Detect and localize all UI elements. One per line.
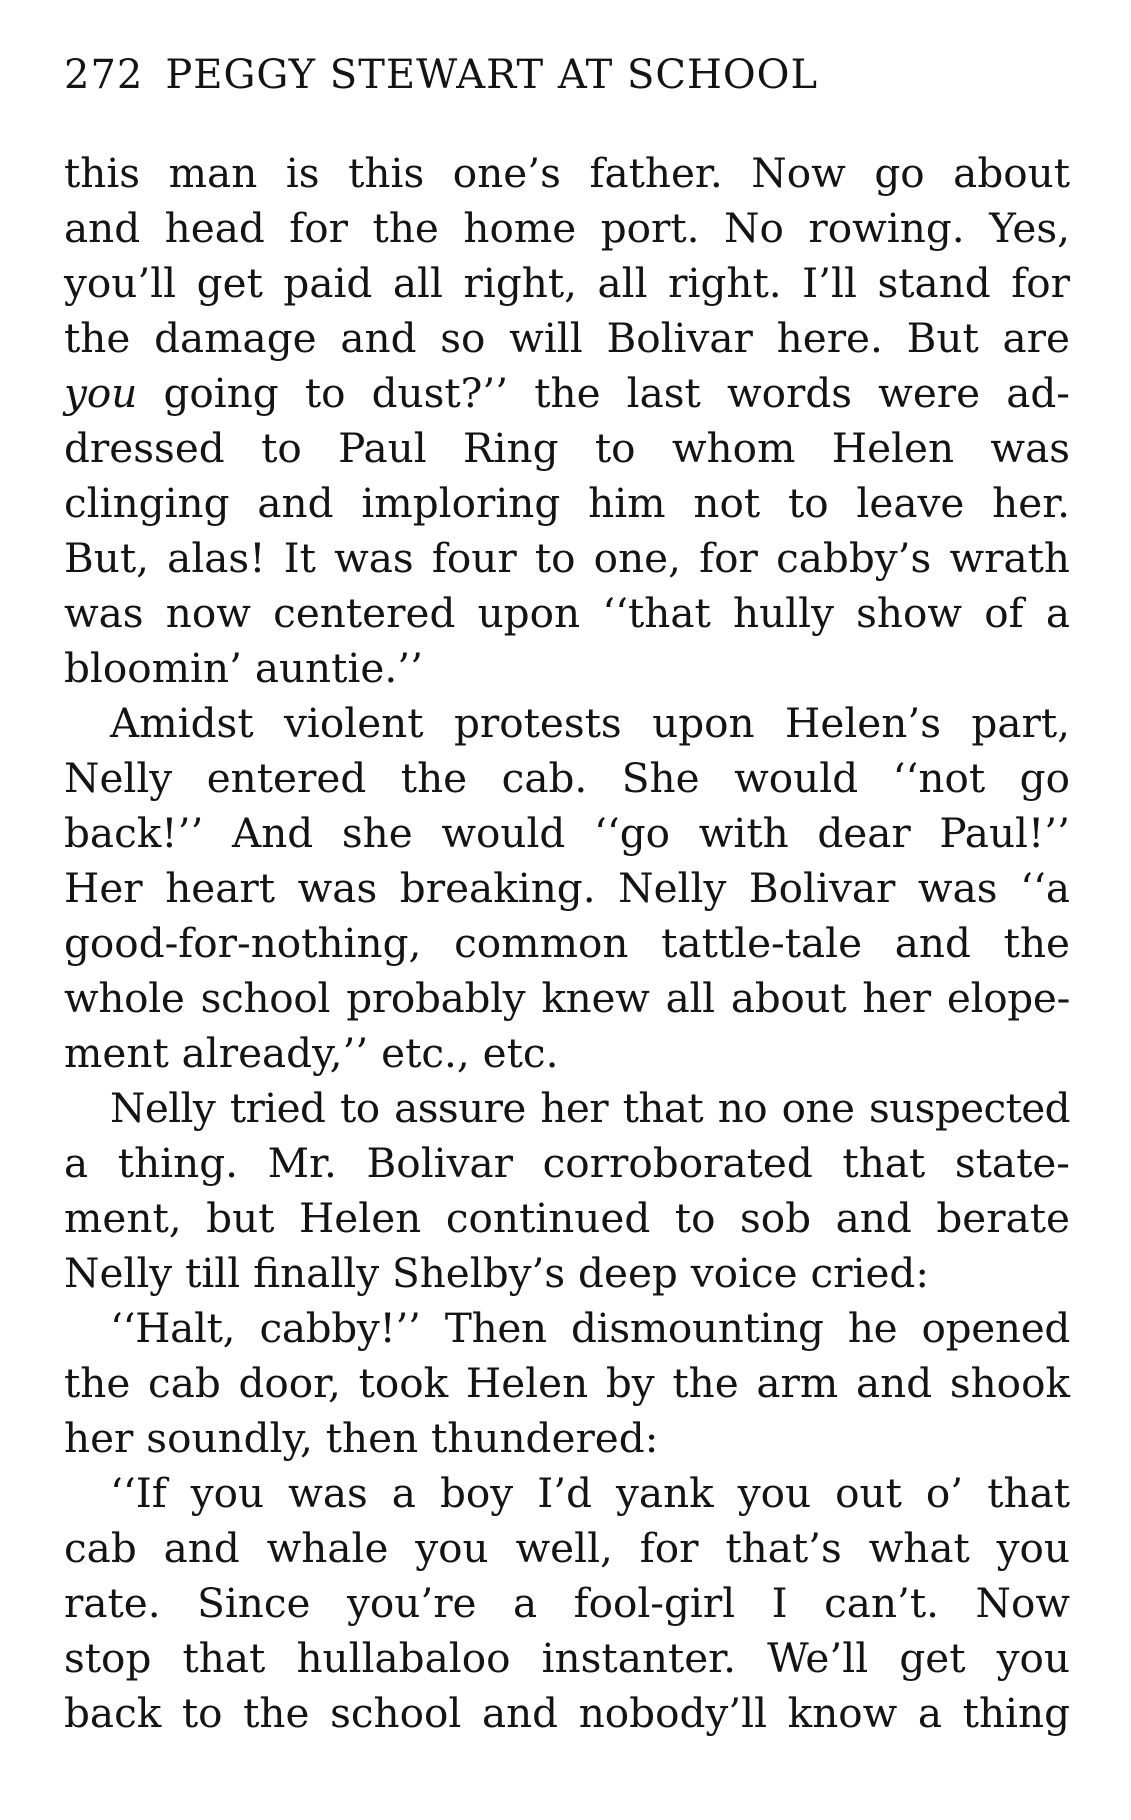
text-line [64,366,1070,421]
paragraph-start-line: ‘‘If you was a boy I’d yank you out o’ that [110,1469,1070,1517]
running-title: PEGGY STEWART AT SCHOOL [165,52,819,98]
text-line: dressed to Paul Ring to whom Helen was [64,424,1070,472]
body-text [64,146,1070,1741]
paragraph-start-line: Nelly tried to assure her that no one suspected [110,1084,1070,1132]
text-line: you’ll get paid all right, all right. I’ll stand for [64,259,1070,307]
page-number: 272 [64,52,144,98]
text-line: was now centered upon ‘‘that hully show of a [64,589,1070,637]
text-line: the cab door, took Helen by the arm and shook [64,1359,1070,1407]
text-line: ment, but Helen continued to sob and berate [64,1194,1070,1242]
running-head [64,52,818,98]
text-line: cab and whale you well, for that’s what you [64,1524,1070,1572]
text-line: clinging and imploring him not to leave her. [64,479,1070,527]
text-line: Nelly entered the cab. She would ‘‘not go [64,754,1070,802]
text-line: the damage and so will Bolivar here. But are [64,314,1070,362]
paragraph-end-line: her soundly, then thundered: [64,1414,659,1462]
text-line: Her heart was breaking. Nelly Bolivar was ‘‘a [64,864,1070,912]
paragraph-start-line: ‘‘Halt, cabby!’’ Then dismounting he opened [110,1304,1070,1352]
emphasized-word: you [64,369,138,417]
paragraph-start-line: Amidst violent protests upon Helen’s part, [110,699,1070,747]
text-line: this man is this one’s father. Now go about [64,149,1070,197]
text-line: rate. Since you’re a fool-girl I can’t. Now [64,1579,1070,1627]
text-line: whole school probably knew all about her elope- [64,974,1070,1022]
text-line: But, alas! It was four to one, for cabby’s wrath [64,534,1070,582]
text-line: back!’’ And she would ‘‘go with dear Paul!’’ [64,809,1070,857]
text-fragment: going to dust?’’ the last words were ad- [137,369,1070,417]
text-line: and head for the home port. No rowing. Yes, [64,204,1070,252]
text-line: good-for-nothing, common tattle-tale and the [64,919,1070,967]
paragraph-end-line: ment already,’’ etc., etc. [64,1029,559,1077]
paragraph-end-line: Nelly till finally Shelby’s deep voice cried: [64,1249,929,1297]
text-line: a thing. Mr. Bolivar corroborated that state- [64,1139,1070,1187]
text-line: stop that hullabaloo instanter. We’ll get you [64,1634,1070,1682]
paragraph-end-line: bloomin’ auntie.’’ [64,644,423,692]
text-line: back to the school and nobody’ll know a thing [64,1689,1070,1737]
